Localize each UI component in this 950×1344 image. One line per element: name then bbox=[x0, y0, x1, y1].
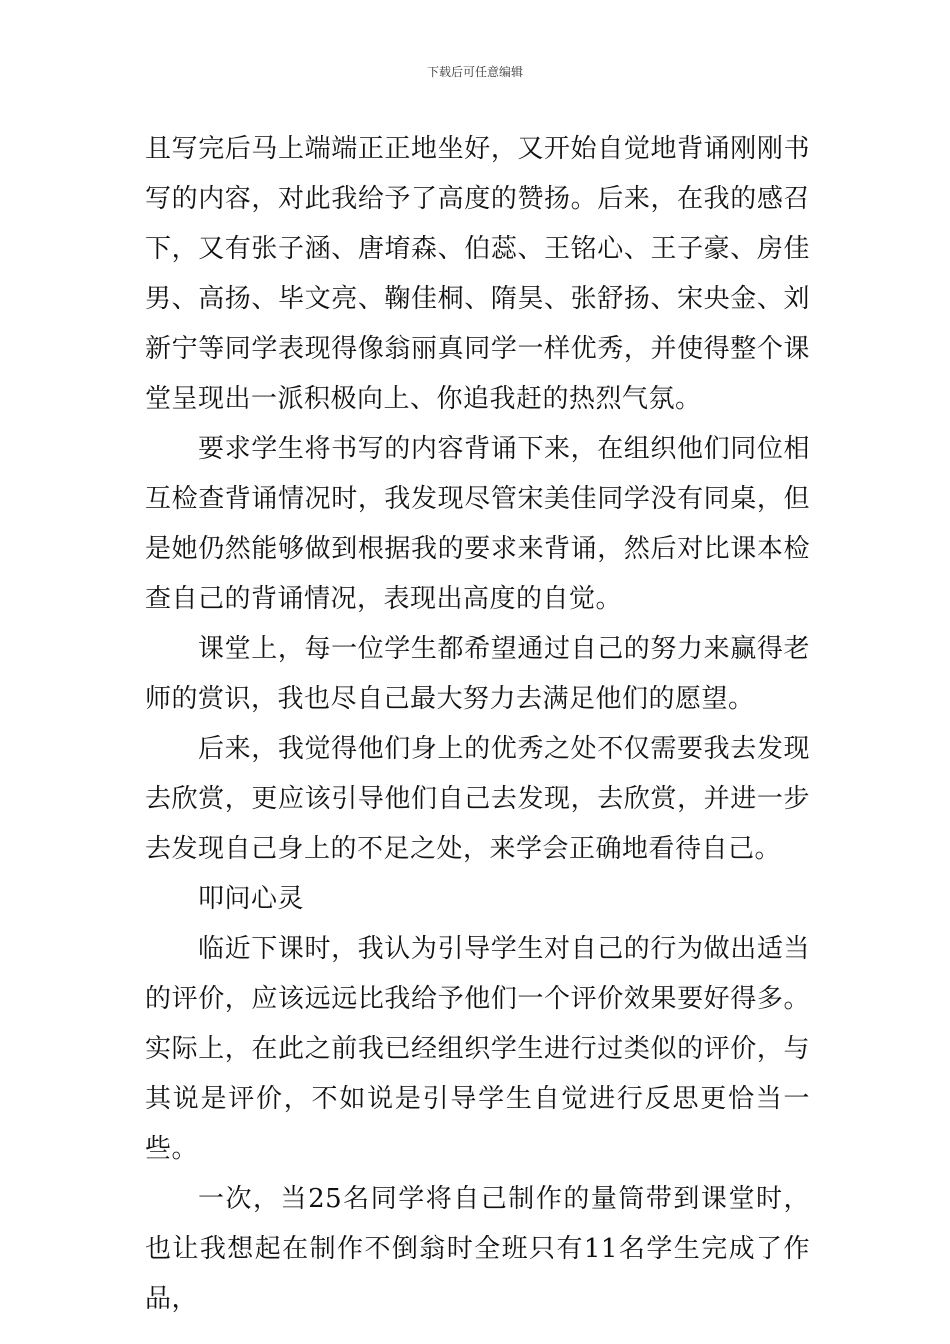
document-body bbox=[145, 124, 810, 1324]
paragraph: 后来，我觉得他们身上的优秀之处不仅需要我去发现去欣赏，更应该引导他们自己去发现，去欣赏，并进一步去发现自己身上的不足之处，来学会正确地看待自己。 bbox=[145, 734, 810, 864]
page-header: 下载后可任意编辑 bbox=[426, 65, 523, 79]
paragraph: 且写完后马上端端正正地坐好，又开始自觉地背诵刚刚书写的内容，对此我给予了高度的赞扬。后来，在我的感召下，又有张子涵、唐堉森、伯蕊、王铭心、王子豪、房佳男、高扬、毕文亮、鞠佳桐、隋昊、张舒扬、宋央金、刘新宁等同学表现得像翁丽真同学一样优秀，并使得整个课堂呈现出一派积极向上、你追我赶的热烈气氛。 bbox=[145, 134, 810, 414]
section-heading: 叩问心灵 bbox=[198, 884, 305, 914]
paragraph: 一次，当25名同学将自己制作的量筒带到课堂时，也让我想起在制作不倒翁时全班只有11名学生完成了作品， bbox=[145, 1184, 810, 1314]
paragraph: 要求学生将书写的内容背诵下来，在组织他们同位相互检查背诵情况时，我发现尽管宋美佳同学没有同桌，但是她仍然能够做到根据我的要求来背诵，然后对比课本检查自己的背诵情况，表现出高度的自觉。 bbox=[145, 434, 810, 614]
paragraph: 课堂上，每一位学生都希望通过自己的努力来赢得老师的赏识，我也尽自己最大努力去满足他们的愿望。 bbox=[145, 634, 810, 714]
paragraph: 临近下课时，我认为引导学生对自己的行为做出适当的评价，应该远远比我给予他们一个评价效果要好得多。实际上，在此之前我已经组织学生进行过类似的评价，与其说是评价，不如说是引导学生自觉进行反思更恰当一些。 bbox=[145, 934, 810, 1164]
